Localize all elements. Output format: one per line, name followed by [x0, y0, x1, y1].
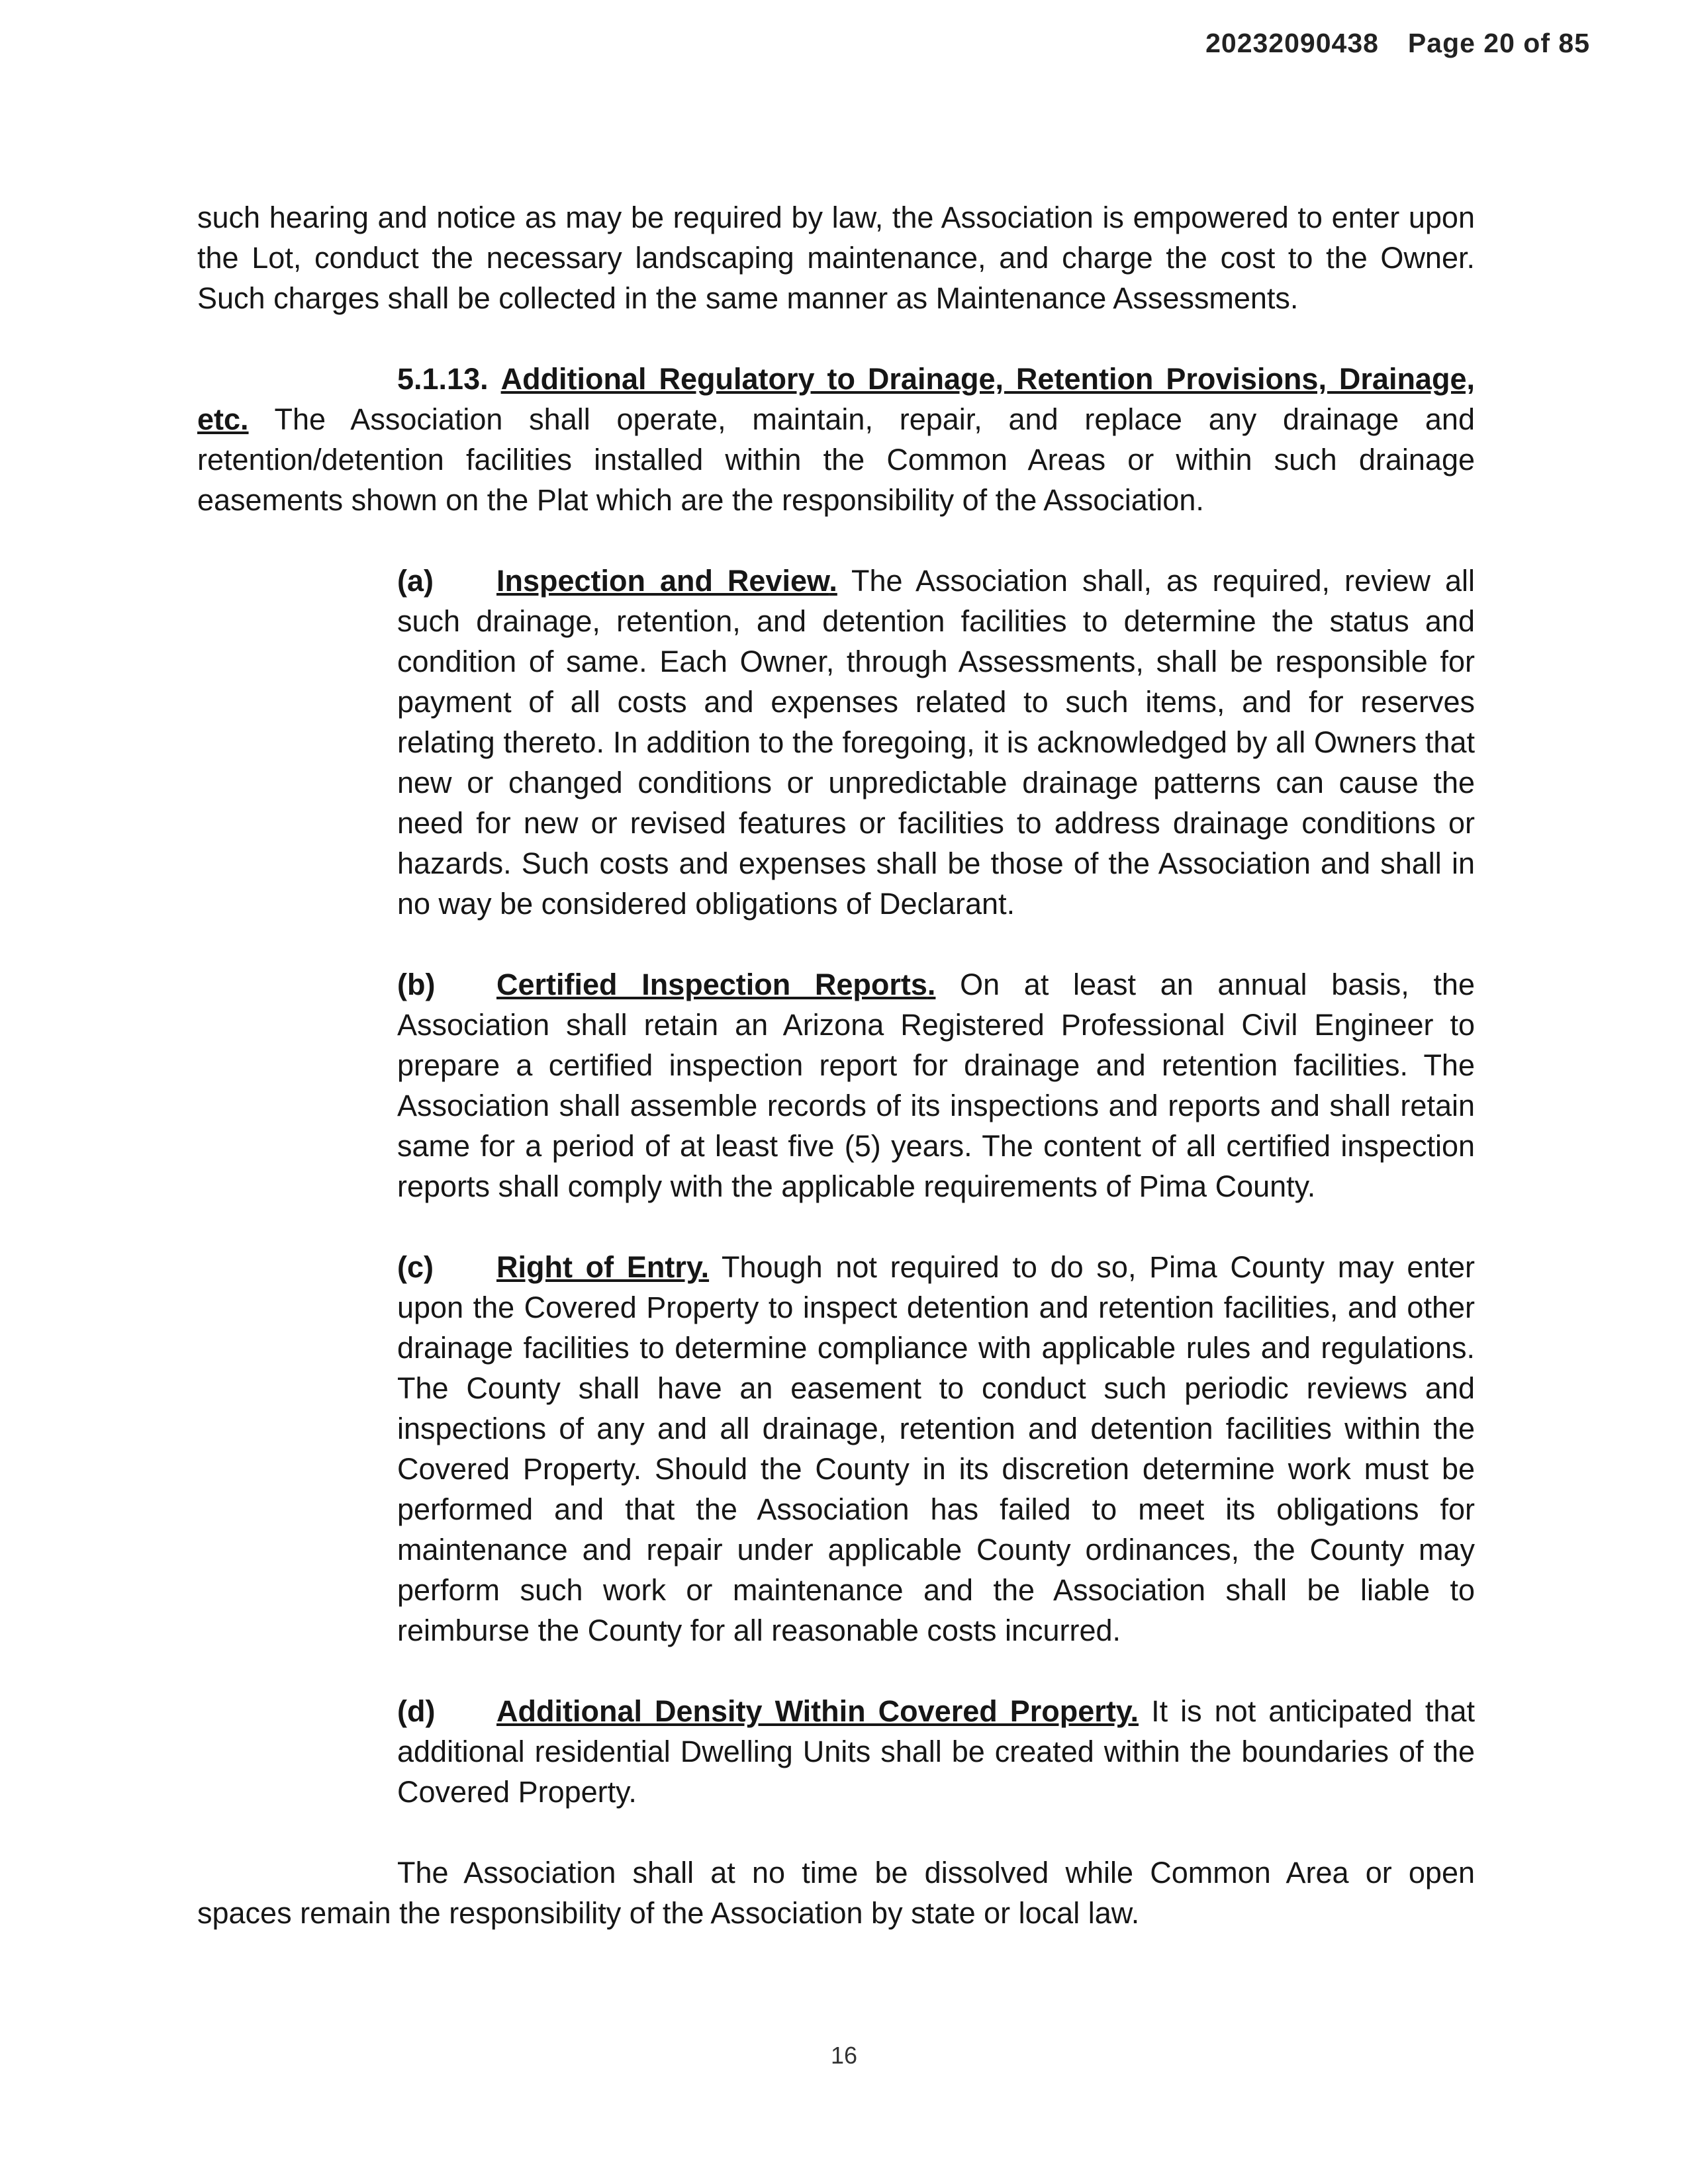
subsection-b: (b) Certified Inspection Reports. On at least an annual basis, the Association shall retain an Arizona Registered Professional Civil Engineer to prepare a certified inspection report for drainage and retention facilities. The Association shall assemble records of its inspections and reports and shall retain same for a period of at least five (5) years. The content of all certified inspection reports shall comply with the applicable requirements of Pima County.: [397, 964, 1475, 1206]
subsection-heading: Additional Density Within Covered Property: [496, 1694, 1131, 1728]
subsection-heading: Inspection and Review: [496, 564, 829, 598]
subsection-letter: (a): [397, 564, 434, 598]
subsection-text: The Association shall, as required, review all such drainage, retention, and detention facilities to determine the status and condition of same. Each Owner, through Assessments, shall be responsible for payment of all costs and expenses related to such items, and for reserves relating thereto. In addition to the foregoing, it is acknowledged by all Owners that new or changed conditions or unpredictable drainage patterns can cause the need for new or revised features or facilities to address drainage conditions or hazards. Such costs and expenses shall be those of the Association and shall in no way be considered obligations of Declarant.: [397, 564, 1475, 921]
subsection-letter: (d): [397, 1694, 436, 1728]
page-header: [1205, 28, 1590, 59]
subsection-text: It is not anticipated that additional residential Dwelling Units shall be created within the boundaries of the Covered Property.: [397, 1694, 1475, 1809]
section-heading: Additional Regulatory to Drainage, Retention Provisions, Drainage, etc.: [197, 362, 1475, 436]
subsection-heading: Certified Inspection Reports: [496, 968, 927, 1001]
section-5-1-13: [197, 359, 1475, 520]
subsection-letter: (b): [397, 968, 436, 1001]
closing-paragraph: The Association shall at no time be dissolved while Common Area or open spaces remain the responsibility of the Association by state or local law.: [197, 1856, 1475, 1930]
subsection-c: (c) Right of Entry. Though not required to do so, Pima County may enter upon the Covered Property to inspect detention and retention facilities, and other drainage facilities to determine compliance with applicable rules and regulations. The County shall have an easement to conduct such periodic reviews and inspections of any and all drainage, retention and detention facilities within the Covered Property. Should the County in its discretion determine work must be performed and that the Association has failed to meet its obligations for maintenance and repair under applicable County ordinances, the County may perform such work or maintenance and the Association shall be liable to reimburse the County for all reasonable costs incurred.: [397, 1247, 1475, 1651]
document-body: [197, 197, 1475, 1933]
subsection-a: (a) Inspection and Review. The Association shall, as required, review all such drainage, retention, and detention facilities to determine the status and condition of same. Each Owner, through Assessments, shall be responsible for payment of all costs and expenses related to such items, and for reserves relating thereto. In addition to the foregoing, it is acknowledged by all Owners that new or changed conditions or unpredictable drainage patterns can cause the need for new or revised features or facilities to address drainage conditions or hazards. Such costs and expenses shall be those of the Association and shall in no way be considered obligations of Declarant.: [397, 561, 1475, 924]
document-number: 20232090438: [1205, 28, 1379, 58]
subsection-heading: Right of Entry: [496, 1250, 701, 1284]
subsection-d: (d) Additional Density Within Covered Property. It is not anticipated that additional residential Dwelling Units shall be created within the boundaries of the Covered Property.: [397, 1691, 1475, 1812]
subsection-text: On at least an annual basis, the Association shall retain an Arizona Registered Professional Civil Engineer to prepare a certified inspection report for drainage and retention facilities. The Association shall assemble records of its inspections and reports and shall retain same for a period of at least five (5) years. The content of all certified inspection reports shall comply with the applicable requirements of Pima County.: [397, 968, 1475, 1203]
subsection-text: Though not required to do so, Pima County may enter upon the Covered Property to inspect detention and retention facilities, and other drainage facilities to determine compliance with applicable rules and regulations. The County shall have an easement to conduct such periodic reviews and inspections of any and all drainage, retention and detention facilities within the Covered Property. Should the County in its discretion determine work must be performed and that the Association has failed to meet its obligations for maintenance and repair under applicable County ordinances, the County may perform such work or maintenance and the Association shall be liable to reimburse the County for all reasonable costs incurred.: [397, 1250, 1475, 1647]
page-number: 16: [830, 2042, 858, 2069]
intro-paragraph: such hearing and notice as may be required by law, the Association is empowered to enter upon the Lot, conduct the necessary landscaping maintenance, and charge the cost to the Owner. Such charges shall be collected in the same manner as Maintenance Assessments.: [197, 201, 1475, 315]
section-number: 5.1.13.: [397, 362, 489, 396]
section-text: The Association shall operate, maintain, repair, and replace any drainage and retention/detention facilities installed within the Common Areas or within such drainage easements shown on the Plat which are the responsibility of the Association.: [197, 402, 1475, 517]
subsection-letter: (c): [397, 1250, 434, 1284]
page-label: Page 20 of 85: [1407, 28, 1590, 58]
